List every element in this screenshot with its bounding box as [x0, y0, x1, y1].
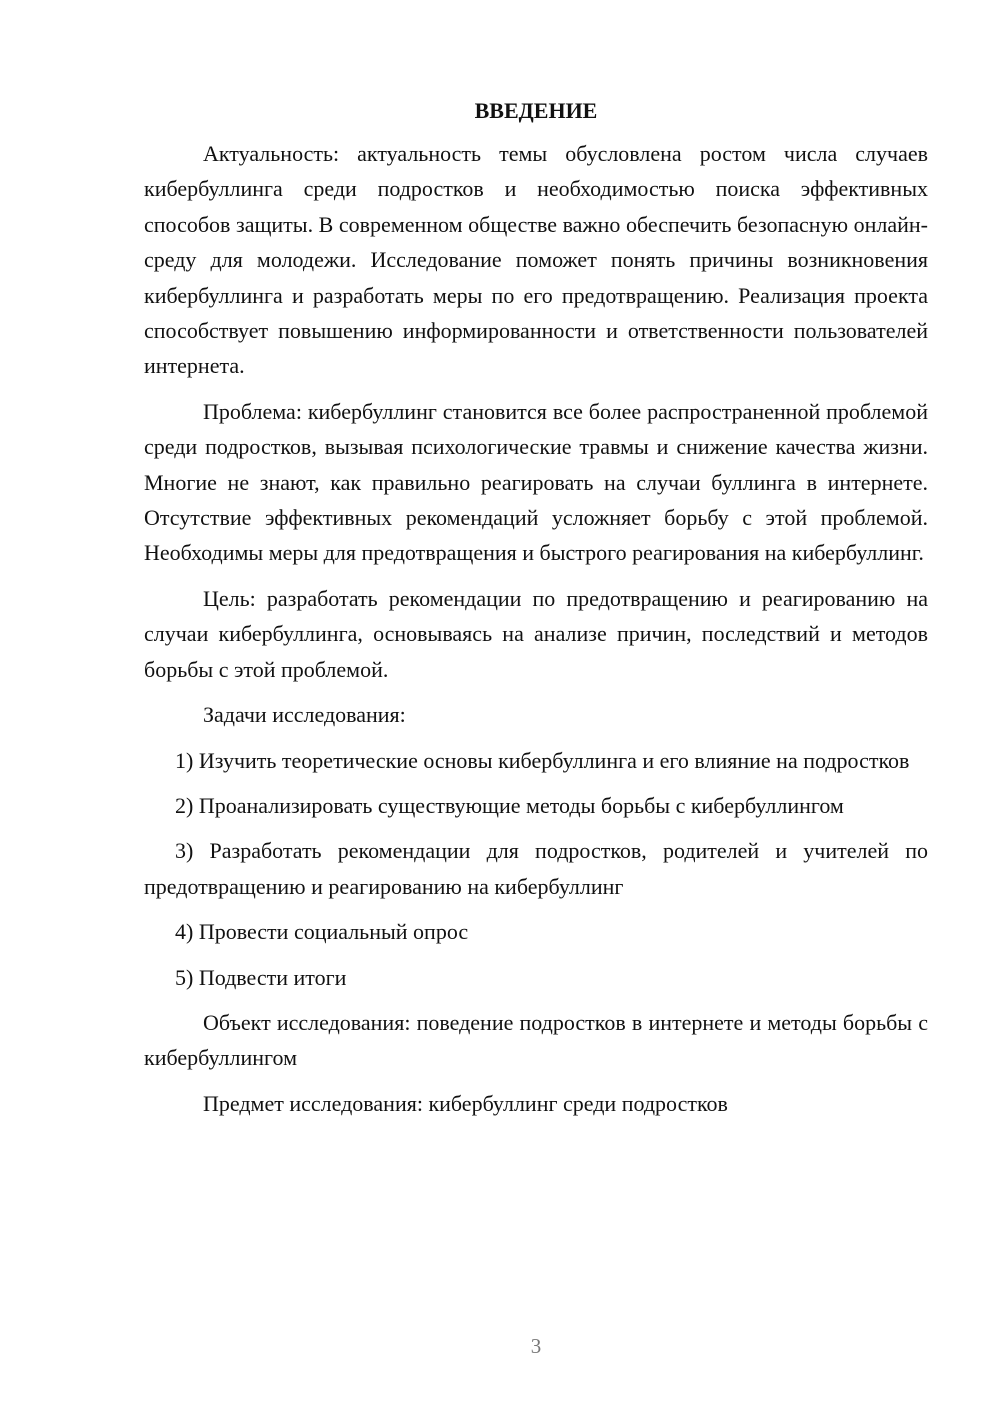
tasks-title: Задачи исследования: [203, 702, 406, 728]
task-item: 2) Проанализировать существующие методы борьбы с кибербуллингом [175, 792, 844, 818]
task-item: 3) Разработать рекомендации для подростков, родителей и учителей по предотвращению и реагированию на кибербуллинг [144, 838, 928, 899]
goal-paragraph: Цель: разработать рекомендации по предотвращению и реагированию на случаи кибербуллинга, основываясь на анализе причин, последствий и методов борьбы с этой проблемой. [144, 585, 928, 682]
task-item: 4) Провести социальный опрос [175, 919, 469, 945]
task-item: 5) Подвести итоги [175, 964, 347, 990]
section-heading: ВВЕДЕНИЕ [474, 98, 598, 123]
problem-paragraph: Проблема: кибербуллинг становится все более распространенной проблемой среди подростков, вызывая психологические травмы и снижение качества жизни. Многие не знают, как правильно реагировать на случаи буллинга в интернете. Отсутствие эффективных рекомендаций усложняет борьбу с этой проблемой. Необходимы меры для предотвращения и быстрого реагирования на кибербуллинг. [144, 398, 928, 566]
page-number: 3 [530, 1334, 542, 1358]
object-paragraph: Объект исследования: поведение подростков в интернете и методы борьбы с кибербуллингом [144, 1009, 928, 1071]
subject-paragraph: Предмет исследования: кибербуллинг среди подростков [203, 1090, 728, 1116]
document-page [144, 96, 928, 1131]
task-item: 1) Изучить теоретические основы кибербуллинга и его влияние на подростков [175, 747, 910, 773]
relevance-paragraph: Актуальность: актуальность темы обусловлена ростом числа случаев кибербуллинга среди подростков и необходимостью поиска эффективных способов защиты. В современном обществе важно обеспечить безопасную онлайн-среду для молодежи. Исследование поможет понять причины возникновения кибербуллинга и разработать меры по его предотвращению. Реализация проекта способствует повышению информированности и ответственности пользователей интернета. [144, 141, 928, 379]
